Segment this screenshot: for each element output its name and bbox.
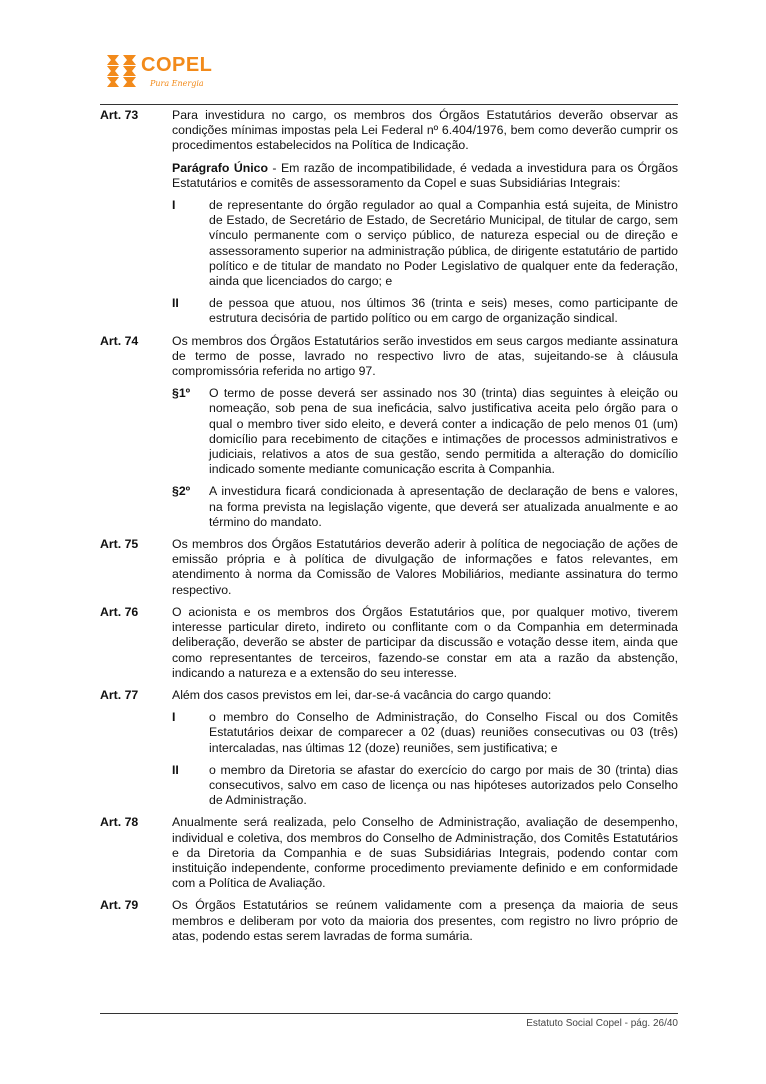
item-label: I — [172, 198, 176, 213]
article-body — [172, 898, 678, 944]
list-item — [172, 484, 678, 530]
article-text: Anualmente será realizada, pelo Conselho de Administração, avaliação de desempenho, individual e coletiva, dos membros do Conselho de Administração, dos Comitês Estatutários e da Diretoria da Companhia e de suas Subsidiárias Integrais, podendo contar com instituição independente, conforme procedimento previamente definido e em conformidade com a Política de Avaliação. — [172, 815, 678, 891]
item-label: §1º — [172, 386, 191, 401]
article — [100, 605, 678, 681]
list-item — [172, 198, 678, 289]
list-item — [172, 763, 678, 809]
article-number: Art. 77 — [100, 687, 139, 702]
article-number: Art. 74 — [100, 333, 139, 348]
article-body — [172, 815, 678, 891]
item-label: II — [172, 296, 179, 311]
article-text: Os Órgãos Estatutários se reúnem validamente com a presença da maioria de seus membros e deliberam por voto da maioria dos presentes, com registro no livro próprio de atas, podendo estas serem lavradas de forma sumária. — [172, 898, 678, 943]
article-number: Art. 73 — [100, 108, 139, 122]
article — [100, 815, 678, 891]
article-number: Art. 79 — [100, 898, 139, 913]
sole-paragraph-text: - Em razão de incompatibilidade, é vedada a investidura para os Órgãos Estatutários e comitês de assessoramento da Copel e suas Subsidiárias Integrais: — [172, 160, 678, 190]
sole-paragraph-title: Parágrafo Único — [172, 160, 268, 175]
item-label: §2º — [172, 484, 191, 499]
document-body — [100, 108, 678, 951]
item-text: de pessoa que atuou, nos últimos 36 (trinta e seis) meses, como participante de estrutura decisória de partido político ou em cargo de organização sindical. — [209, 296, 678, 326]
list-item — [172, 710, 678, 756]
item-label: II — [172, 762, 179, 777]
article — [100, 108, 678, 327]
article — [100, 898, 678, 944]
article-number: Art. 76 — [100, 604, 139, 619]
footer-divider — [100, 1013, 678, 1014]
article-text: Os membros dos Órgãos Estatutários deverão aderir à política de negociação de ações de emissão própria e à política de divulgação de informações e fatos relevantes, em atendimento à norma da Comissão de Valores Mobiliários, mediante assinatura do termo respectivo. — [172, 537, 678, 597]
article-text: Para investidura no cargo, os membros dos Órgãos Estatutários deverão observar as condições mínimas impostas pela Lei Federal nº 6.404/1976, bem como deverão cumprir os procedimentos estabelecidos na Política de Indicação. — [172, 108, 678, 153]
article — [100, 688, 678, 808]
logo-wordmark: COPEL — [141, 54, 213, 76]
company-logo — [106, 52, 216, 94]
page-footer: Estatuto Social Copel - pág. 26/40 — [526, 1018, 678, 1029]
item-label: I — [172, 710, 176, 725]
article-text: O acionista e os membros dos Órgãos Estatutários que, por qualquer motivo, tiverem interesse particular direto, indireto ou conflitante com o da Companhia em determinada deliberação, deverão se abster de participar da discussão e votação desse item, ainda que como representantes de terceiros, fazendo-se constar em ata a razão da abstenção, indicando a natureza e a extensão do seu interesse. — [172, 604, 678, 680]
article-body — [172, 108, 678, 327]
article-number: Art. 78 — [100, 815, 139, 830]
item-text: O termo de posse deverá ser assinado nos 30 (trinta) dias seguintes à eleição ou nomeação, sob pena de sua ineficácia, salvo justificativa aceita pelo órgão para o qual o membro tiver sido eleito, e deverá conter a indicação de pelo menos 01 (um) domicílio para recebimento de citações e intimações de processos administrativos e judiciais, relativos a atos de sua gestão, sendo permitida a alteração do domicílio indicado somente mediante comunicação escrita à Companhia. — [209, 386, 678, 477]
list-item — [172, 296, 678, 326]
article-body — [172, 688, 678, 808]
article — [100, 334, 678, 530]
sole-paragraph — [172, 161, 678, 191]
item-text: o membro do Conselho de Administração, do Conselho Fiscal ou dos Comitês Estatutários deixar de comparecer a 02 (duas) reuniões consecutivas ou 03 (três) intercaladas, nas últimas 12 (doze) reuniões, sem justificativa; e — [209, 710, 678, 755]
article-body — [172, 605, 678, 681]
item-text: o membro da Diretoria se afastar do exercício do cargo por mais de 30 (trinta) dias consecutivos, salvo em caso de licença ou nas hipóteses autorizados pelo Conselho de Administração. — [209, 762, 678, 808]
article-text: Os membros dos Órgãos Estatutários serão investidos em seus cargos mediante assinatura de termo de posse, lavrado no respectivo livro de atas, sujeitando-se à cláusula compromissória referida no artigo 97. — [172, 333, 678, 379]
article-text: Além dos casos previstos em lei, dar-se-á vacância do cargo quando: — [172, 687, 552, 702]
item-text: A investidura ficará condicionada à apresentação de declaração de bens e valores, na forma prevista na legislação vigente, que deverá ser atualizada anualmente e ao término do mandato. — [209, 484, 678, 529]
article-body — [172, 334, 678, 530]
logo-tagline: Pura Energia — [150, 79, 204, 88]
article-number: Art. 75 — [100, 537, 139, 552]
article — [100, 537, 678, 598]
header-divider — [100, 104, 678, 105]
copel-logo-icon — [106, 54, 138, 88]
list-item — [172, 386, 678, 477]
item-text: de representante do órgão regulador ao qual a Companhia está sujeita, de Ministro de Estado, de Secretário de Estado, de Secretário Municipal, de titular de cargo, sem vínculo permanente com o serviço público, de natureza especial ou de direção e assessoramento superior na administração pública, de dirigente estatutário de partido político e de titular de mandato no Poder Legislativo de qualquer ente da federação, ainda que licenciados do cargo; e — [209, 198, 678, 289]
article-body — [172, 537, 678, 598]
